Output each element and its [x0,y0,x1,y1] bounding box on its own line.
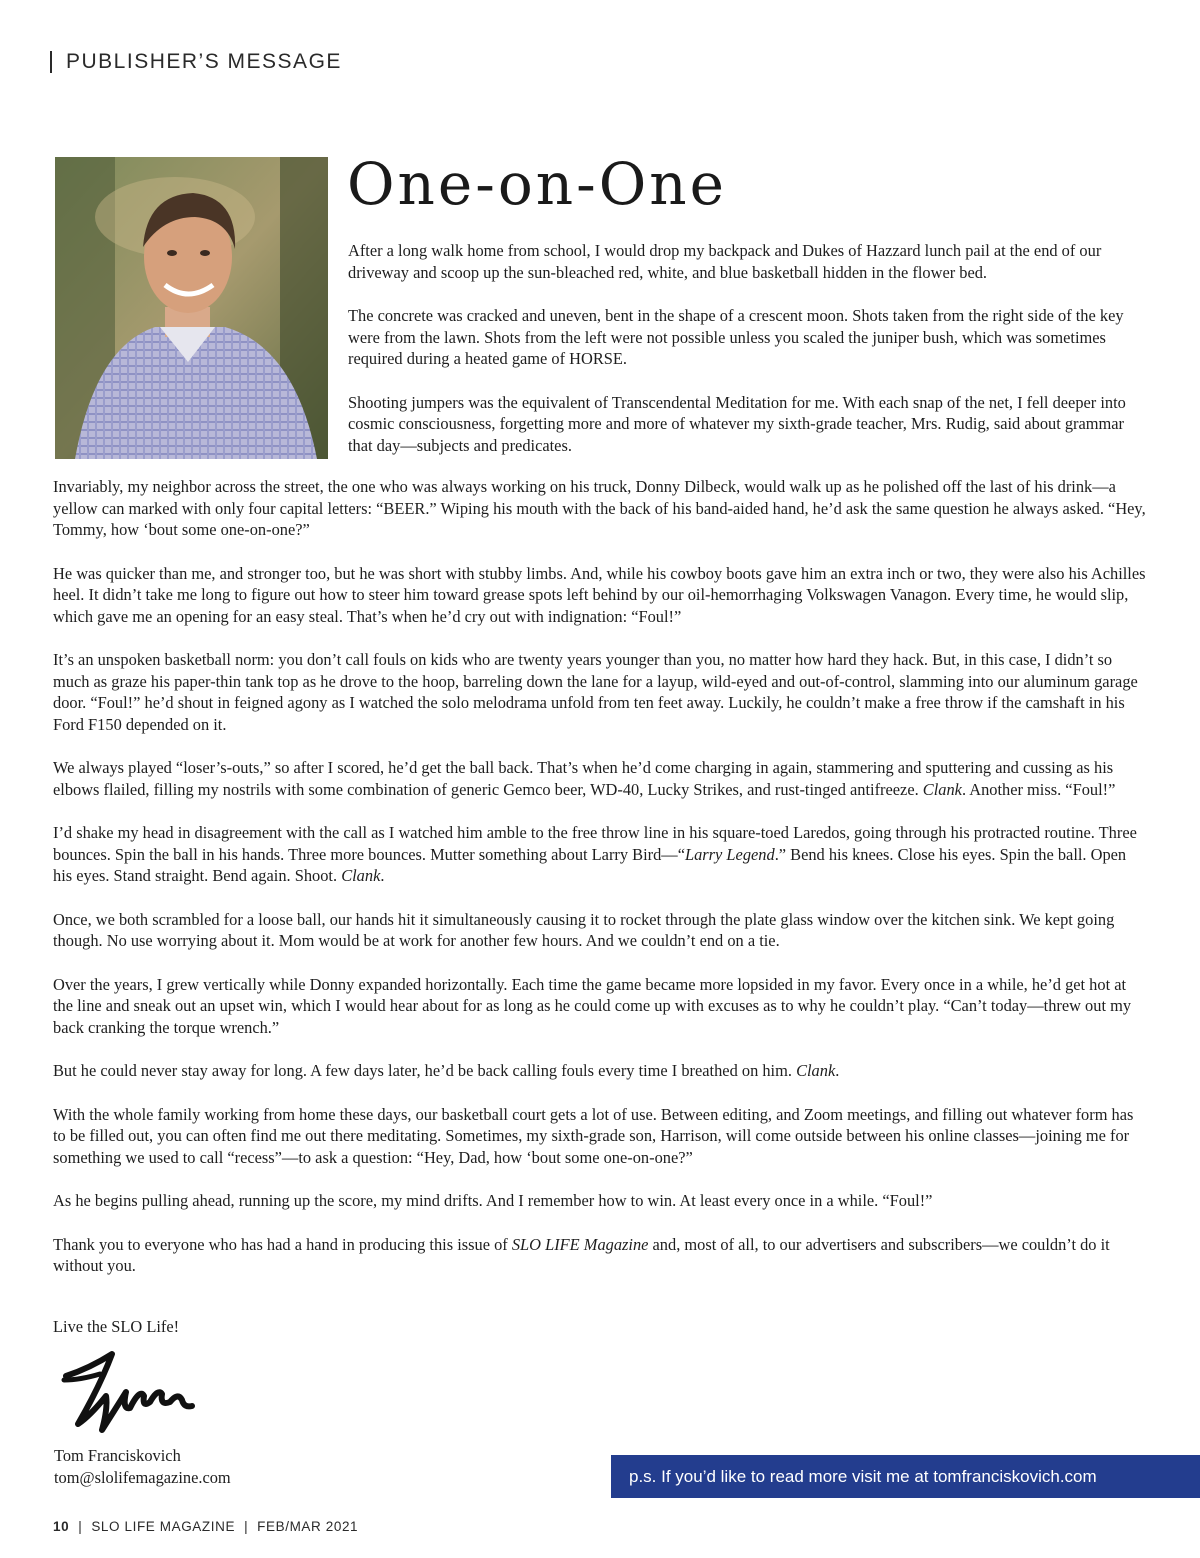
intro-column [348,240,1148,478]
paragraph-text: . [835,1061,840,1080]
body-paragraph [53,1104,1148,1169]
section-divider [50,51,52,73]
italic-text: Larry Legend [684,844,775,864]
author-email: tom@slolifemagazine.com [54,1468,231,1487]
body-paragraph [53,649,1148,735]
paragraph-text: With the whole family working from home these days, our basketball court gets a lot of use. Between editing, and Zoom meetings, and filling out whatever form has to be filled out, you can often find me out there meditating. Sometimes, my sixth-grade son, Harrison, will come outside between his online classes—joining me for something we used to call “recess”—to ask a question: “Hey, Dad, how ‘bout some one-on-one?” [53,1104,1134,1167]
intro-paragraph: The concrete was cracked and uneven, bent in the shape of a crescent moon. Shots taken from the right side of the key were from the lawn. Shots from the left were not possible unless you scaled the juniper bush, which was sometimes required during a heated game of HORSE. [348,306,1124,368]
section-label-text: PUBLISHER’S MESSAGE [66,50,342,73]
article-body [53,476,1148,1299]
body-paragraph [53,476,1148,541]
paragraph-text: . [380,866,385,885]
section-label [50,50,342,74]
paragraph-text: . Another miss. “Foul!” [961,779,1116,799]
handwritten-signature [60,1346,200,1436]
paragraph-text: .” Bend his knees. Close his eyes. Spin the ball. Open his eyes. Stand straight. Bend again. Shoot. [53,844,1127,885]
italic-text: Clank [796,1061,836,1080]
body-paragraph [53,1190,1148,1212]
paragraph-text: He was quicker than me, and stronger too, but he was short with stubby limbs. And, while his cowboy boots gave him an extra inch or two, they were also his Achilles heel. It didn’t take me long to figure out how to steer him toward grease spots left behind by our oil-hemorrhaging Volkswagen Vanagon. Every time, he would slip, which gave me an opening for an easy steal. That’s when he’d cry out with indignation: “Foul!” [53,563,1146,626]
paragraph-text: Once, we both scrambled for a loose ball, our hands hit it simultaneously causing it to rocket through the plate glass window over the kitchen sink. We kept going though. No use worrying about it. Mom would be at work for another few hours. And we couldn’t end on a tie. [53,909,1115,950]
article-title: One-on-One [347,150,727,218]
paragraph-text: But he could never stay away for long. A few days later, he’d be back calling fouls every time I breathed on him. [53,1061,797,1080]
italic-text: Clank [922,779,962,799]
body-paragraph [53,909,1148,952]
paragraph-text: I’d shake my head in disagreement with the call as I watched him amble to the free throw line in his square-toed Laredos, going through his protracted routine. Three bounces. Spin the ball in his hands. Three more bounces. Mutter something about Larry Bird—“ [53,823,1137,864]
ps-banner[interactable] [611,1455,1200,1498]
paragraph-text: As he begins pulling ahead, running up the score, my mind drifts. And I remember how to win. At least every once in a while. “Foul!” [53,1191,933,1210]
intro-paragraph: After a long walk home from school, I would drop my backpack and Dukes of Hazzard lunch pail at the end of our driveway and scoop up the sun-bleached red, white, and blue basketball hidden in the flower bed. [348,241,1102,282]
paragraph-text: Over the years, I grew vertically while Donny expanded horizontally. Each time the game became more lopsided in my favor. Every once in a while, he’d get hot at the line and sneak out an upset win, which I would hear about for as long as he could come up with excuses as to why he couldn’t play. “Can’t today—threw out my back cranking the torque wrench.” [53,974,1132,1037]
closing-line: Live the SLO Life! [53,1317,180,1336]
italic-text: SLO LIFE Magazine [511,1234,649,1254]
footer-divider: | [244,1519,249,1534]
italic-text: Clank [341,866,381,885]
body-paragraph [53,1234,1148,1277]
body-paragraph [53,822,1148,887]
ps-banner-text: p.s. If you’d like to read more visit me at tomfranciskovich.com [629,1466,1097,1486]
footer-divider: | [78,1519,83,1534]
page-footer [53,1519,358,1534]
magazine-name: SLO LIFE MAGAZINE [91,1519,236,1534]
intro-paragraph: Shooting jumpers was the equivalent of Transcendental Meditation for me. With each snap of the net, I fell deeper into cosmic consciousness, forgetting more and more of whatever my sixth-grade teacher, Mrs. Rudig, said about grammar that day—subjects and predicates. [348,392,1126,455]
author-name: Tom Franciskovich [54,1446,181,1465]
body-paragraph [53,1060,1148,1082]
paragraph-text: Thank you to everyone who has had a hand in producing this issue of [53,1234,512,1254]
paragraph-text: It’s an unspoken basketball norm: you don’t call fouls on kids who are twenty years younger than you, no matter how hard they hack. But, in this case, I didn’t so much as graze his paper-thin tank top as he drove to the hoop, barreling down the lane for a layup, wild-eyed and out-of-control, slamming into our aluminum garage door. “Foul!” he’d shout in feigned agony as I watched the solo melodrama unfold from ten feet away. Luckily, he couldn’t make a free throw if the camshaft in his Ford F150 depended on it. [53,650,1138,734]
author-photo [55,157,328,459]
paragraph-text: and, most of all, to our advertisers and subscribers—we couldn’t do it without you. [53,1234,1110,1275]
paragraph-text: Invariably, my neighbor across the street, the one who was always working on his truck, Donny Dilbeck, would walk up as he polished off the last of his drink—a yellow can marked with only four capital letters: “BEER.” Wiping his mouth with the back of his band-aided hand, he’d ask the same question he always asked. “Hey, Tommy, how ‘bout some one-on-one?” [53,477,1146,539]
body-paragraph [53,563,1148,628]
issue-date: FEB/MAR 2021 [257,1519,359,1534]
paragraph-text: We always played “loser’s-outs,” so after I scored, he’d get the ball back. That’s when he’d come charging in again, stammering and sputtering and cussing as his elbows flailed, filling my nostrils with some combination of generic Gemco beer, WD-40, Lucky Strikes, and rust-tinged antifreeze. [53,758,1114,799]
body-paragraph [53,974,1148,1039]
body-paragraph [53,757,1148,800]
page-number: 10 [53,1519,70,1534]
